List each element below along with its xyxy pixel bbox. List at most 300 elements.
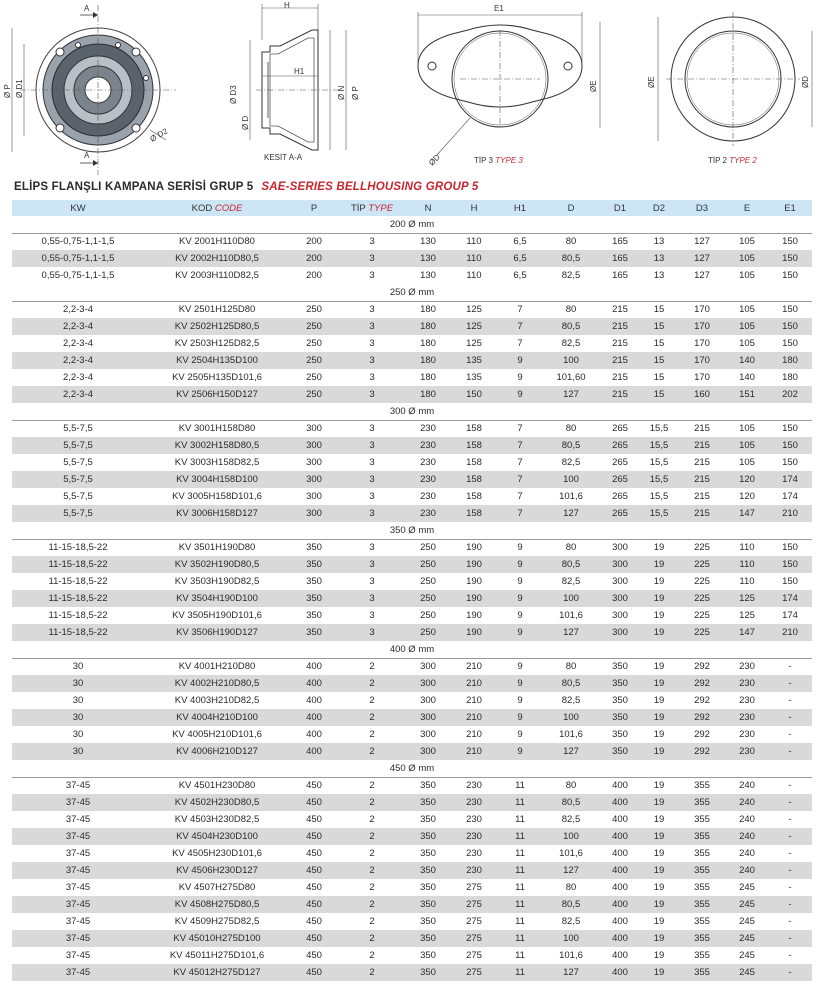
cell-d1: 400 xyxy=(600,896,640,913)
column-header-text: TİP xyxy=(350,202,369,214)
cell-type: 3 xyxy=(338,352,406,369)
cell-d: 127 xyxy=(542,862,600,879)
cell-d1: 400 xyxy=(600,811,640,828)
cell-h: 210 xyxy=(450,658,498,675)
cell-d3: 355 xyxy=(678,896,726,913)
cell-n: 180 xyxy=(406,352,450,369)
table-row xyxy=(12,709,812,726)
cell-p: 450 xyxy=(290,794,338,811)
cell-type: 2 xyxy=(338,930,406,947)
cell-h: 158 xyxy=(450,420,498,437)
column-header-text: E1 xyxy=(784,202,796,214)
cell-p: 300 xyxy=(290,420,338,437)
column-header-type xyxy=(338,200,406,216)
cell-code: KV 3005H158D101,6 xyxy=(144,488,290,505)
cell-n: 130 xyxy=(406,250,450,267)
cell-d: 80,5 xyxy=(542,794,600,811)
cell-n: 180 xyxy=(406,386,450,403)
type3-dim-e1: E1 xyxy=(494,4,504,13)
cell-kw: 0,55-0,75-1,1-1,5 xyxy=(12,233,144,250)
cell-kw: 11-15-18,5-22 xyxy=(12,556,144,573)
cell-p: 350 xyxy=(290,556,338,573)
cell-d3: 355 xyxy=(678,930,726,947)
cell-p: 400 xyxy=(290,692,338,709)
column-header-text: P xyxy=(310,202,318,214)
cell-p: 450 xyxy=(290,811,338,828)
cell-type: 2 xyxy=(338,675,406,692)
cell-e: 230 xyxy=(726,692,768,709)
cell-d1: 265 xyxy=(600,420,640,437)
cell-d: 80,5 xyxy=(542,675,600,692)
cell-type: 3 xyxy=(338,250,406,267)
cell-type: 3 xyxy=(338,471,406,488)
group-header-row xyxy=(12,403,812,420)
cell-e1: 202 xyxy=(768,386,812,403)
cell-type: 2 xyxy=(338,862,406,879)
cell-code: KV 4004H210D100 xyxy=(144,709,290,726)
group-header-row xyxy=(12,522,812,539)
cell-kw: 37-45 xyxy=(12,777,144,794)
cell-n: 250 xyxy=(406,624,450,641)
cell-code: KV 3502H190D80,5 xyxy=(144,556,290,573)
technical-drawings xyxy=(0,0,824,180)
cell-h1: 6,5 xyxy=(498,233,542,250)
cell-d: 80,5 xyxy=(542,437,600,454)
cell-p: 300 xyxy=(290,437,338,454)
table-row xyxy=(12,947,812,964)
cell-p: 200 xyxy=(290,250,338,267)
cell-d: 101,6 xyxy=(542,947,600,964)
cell-kw: 30 xyxy=(12,658,144,675)
cell-e: 147 xyxy=(726,505,768,522)
cell-type: 3 xyxy=(338,624,406,641)
cell-h1: 7 xyxy=(498,505,542,522)
cell-h: 125 xyxy=(450,301,498,318)
cell-p: 400 xyxy=(290,743,338,760)
cell-n: 350 xyxy=(406,896,450,913)
table-row xyxy=(12,675,812,692)
cell-p: 400 xyxy=(290,675,338,692)
cell-e: 120 xyxy=(726,488,768,505)
cell-n: 350 xyxy=(406,947,450,964)
group-label: 350 Ø mm xyxy=(12,522,812,539)
table-row xyxy=(12,488,812,505)
cell-kw: 30 xyxy=(12,726,144,743)
cell-e1: 150 xyxy=(768,233,812,250)
cell-h: 210 xyxy=(450,743,498,760)
cell-h1: 7 xyxy=(498,420,542,437)
column-header-text: H xyxy=(470,202,478,214)
column-header-h xyxy=(450,200,498,216)
cell-e1: - xyxy=(768,879,812,896)
column-header-text: D xyxy=(567,202,575,214)
cell-h1: 11 xyxy=(498,896,542,913)
cell-d2: 19 xyxy=(640,913,678,930)
cell-d: 80 xyxy=(542,777,600,794)
cell-code: KV 4503H230D82,5 xyxy=(144,811,290,828)
cell-e: 245 xyxy=(726,896,768,913)
cell-code: KV 3503H190D82,5 xyxy=(144,573,290,590)
cell-h1: 9 xyxy=(498,590,542,607)
table-row xyxy=(12,828,812,845)
column-header-kw xyxy=(12,200,144,216)
cell-p: 250 xyxy=(290,318,338,335)
cell-p: 350 xyxy=(290,590,338,607)
section-view-drawing xyxy=(250,4,346,150)
cell-code: KV 4003H210D82,5 xyxy=(144,692,290,709)
cell-d3: 215 xyxy=(678,454,726,471)
title-tr: ELİPS FLANŞLI KAMPANA SERİSİ GRUP 5 xyxy=(14,181,254,193)
cell-d2: 19 xyxy=(640,709,678,726)
cell-e: 140 xyxy=(726,352,768,369)
cell-code: KV 2506H150D127 xyxy=(144,386,290,403)
cell-d1: 165 xyxy=(600,233,640,250)
cell-d: 100 xyxy=(542,709,600,726)
cell-p: 400 xyxy=(290,658,338,675)
cell-h1: 11 xyxy=(498,930,542,947)
cell-e1: - xyxy=(768,709,812,726)
cell-d2: 13 xyxy=(640,250,678,267)
cell-e: 140 xyxy=(726,369,768,386)
cell-n: 350 xyxy=(406,777,450,794)
table-row xyxy=(12,539,812,556)
cell-e: 240 xyxy=(726,862,768,879)
cell-d3: 292 xyxy=(678,743,726,760)
cell-h: 190 xyxy=(450,607,498,624)
cell-e1: 150 xyxy=(768,335,812,352)
type2-label xyxy=(708,156,757,165)
cell-code: KV 2501H125D80 xyxy=(144,301,290,318)
front-view-drawing xyxy=(12,5,176,175)
cell-d3: 215 xyxy=(678,505,726,522)
cell-h1: 9 xyxy=(498,709,542,726)
cell-e: 230 xyxy=(726,709,768,726)
cell-e: 105 xyxy=(726,454,768,471)
cell-kw: 2,2-3-4 xyxy=(12,301,144,318)
cell-h: 158 xyxy=(450,488,498,505)
cell-e1: - xyxy=(768,692,812,709)
cell-d2: 19 xyxy=(640,675,678,692)
cell-d1: 400 xyxy=(600,777,640,794)
cell-h: 125 xyxy=(450,335,498,352)
cell-e: 105 xyxy=(726,420,768,437)
cell-type: 2 xyxy=(338,709,406,726)
cell-d: 127 xyxy=(542,964,600,981)
table-row xyxy=(12,352,812,369)
cell-code: KV 2003H110D82,5 xyxy=(144,267,290,284)
cell-d3: 355 xyxy=(678,845,726,862)
cell-type: 2 xyxy=(338,964,406,981)
table-row xyxy=(12,301,812,318)
cell-d1: 265 xyxy=(600,505,640,522)
table-row xyxy=(12,556,812,573)
table-row xyxy=(12,879,812,896)
cell-d2: 15,5 xyxy=(640,437,678,454)
cell-p: 450 xyxy=(290,913,338,930)
cell-h1: 11 xyxy=(498,845,542,862)
cell-type: 3 xyxy=(338,420,406,437)
cell-n: 300 xyxy=(406,658,450,675)
type3-drawing xyxy=(418,12,600,156)
cell-p: 300 xyxy=(290,454,338,471)
cell-d3: 225 xyxy=(678,539,726,556)
cell-kw: 2,2-3-4 xyxy=(12,318,144,335)
cell-code: KV 3501H190D80 xyxy=(144,539,290,556)
cell-e1: - xyxy=(768,726,812,743)
cell-p: 200 xyxy=(290,233,338,250)
cell-h: 210 xyxy=(450,726,498,743)
cell-d: 127 xyxy=(542,624,600,641)
cell-kw: 37-45 xyxy=(12,913,144,930)
cell-h: 125 xyxy=(450,318,498,335)
cell-kw: 2,2-3-4 xyxy=(12,386,144,403)
cell-code: KV 4002H210D80,5 xyxy=(144,675,290,692)
cell-d1: 400 xyxy=(600,828,640,845)
column-header-code xyxy=(144,200,290,216)
cell-d: 101,6 xyxy=(542,726,600,743)
cell-e: 240 xyxy=(726,845,768,862)
cell-d2: 19 xyxy=(640,964,678,981)
cell-n: 250 xyxy=(406,607,450,624)
cell-n: 230 xyxy=(406,437,450,454)
cell-code: KV 2502H125D80,5 xyxy=(144,318,290,335)
cell-d1: 265 xyxy=(600,454,640,471)
cell-type: 3 xyxy=(338,556,406,573)
column-header-d2 xyxy=(640,200,678,216)
cell-e1: 180 xyxy=(768,352,812,369)
cell-h1: 7 xyxy=(498,454,542,471)
cell-e: 105 xyxy=(726,335,768,352)
cell-h1: 11 xyxy=(498,811,542,828)
cell-e1: 150 xyxy=(768,301,812,318)
column-header-translation: CODE xyxy=(214,202,243,214)
cell-d1: 400 xyxy=(600,879,640,896)
cell-n: 300 xyxy=(406,726,450,743)
cell-e: 230 xyxy=(726,675,768,692)
cell-e1: 174 xyxy=(768,471,812,488)
cell-type: 2 xyxy=(338,845,406,862)
cell-d1: 350 xyxy=(600,675,640,692)
cell-h: 110 xyxy=(450,233,498,250)
cell-n: 300 xyxy=(406,743,450,760)
cell-e: 230 xyxy=(726,726,768,743)
cell-d3: 170 xyxy=(678,301,726,318)
cell-h1: 6,5 xyxy=(498,250,542,267)
cell-d2: 19 xyxy=(640,573,678,590)
cell-code: KV 4504H230D100 xyxy=(144,828,290,845)
cell-p: 450 xyxy=(290,777,338,794)
cell-type: 2 xyxy=(338,896,406,913)
section-dim-h: H xyxy=(284,1,290,10)
cell-e: 110 xyxy=(726,573,768,590)
cell-kw: 5,5-7,5 xyxy=(12,420,144,437)
cell-d3: 355 xyxy=(678,913,726,930)
cell-p: 250 xyxy=(290,301,338,318)
cell-d1: 215 xyxy=(600,335,640,352)
table-row xyxy=(12,318,812,335)
cell-d1: 400 xyxy=(600,947,640,964)
cell-d2: 15,5 xyxy=(640,471,678,488)
cell-d1: 300 xyxy=(600,590,640,607)
cell-d: 80 xyxy=(542,301,600,318)
cell-d2: 19 xyxy=(640,726,678,743)
cell-d: 82,5 xyxy=(542,573,600,590)
cell-d2: 19 xyxy=(640,879,678,896)
cell-h1: 7 xyxy=(498,318,542,335)
cell-d: 80 xyxy=(542,233,600,250)
cell-code: KV 2503H125D82,5 xyxy=(144,335,290,352)
group-label: 250 Ø mm xyxy=(12,284,812,301)
cell-n: 180 xyxy=(406,335,450,352)
section-dim-d3: Ø D3 xyxy=(229,85,238,104)
cell-p: 250 xyxy=(290,352,338,369)
cell-d3: 170 xyxy=(678,352,726,369)
cell-n: 350 xyxy=(406,930,450,947)
cell-d1: 350 xyxy=(600,743,640,760)
table-row xyxy=(12,862,812,879)
cell-type: 3 xyxy=(338,335,406,352)
cell-e1: - xyxy=(768,964,812,981)
cell-e1: - xyxy=(768,947,812,964)
cell-h: 210 xyxy=(450,692,498,709)
cell-e: 240 xyxy=(726,828,768,845)
cell-d3: 225 xyxy=(678,624,726,641)
cell-kw: 0,55-0,75-1,1-1,5 xyxy=(12,267,144,284)
cell-d1: 400 xyxy=(600,930,640,947)
cell-n: 350 xyxy=(406,913,450,930)
cell-e: 240 xyxy=(726,777,768,794)
cell-d1: 400 xyxy=(600,964,640,981)
cell-e1: 174 xyxy=(768,607,812,624)
cell-kw: 11-15-18,5-22 xyxy=(12,607,144,624)
cell-h: 210 xyxy=(450,675,498,692)
cell-d2: 19 xyxy=(640,658,678,675)
cell-h1: 9 xyxy=(498,369,542,386)
cell-h: 135 xyxy=(450,369,498,386)
cell-h1: 9 xyxy=(498,692,542,709)
cell-d: 82,5 xyxy=(542,267,600,284)
column-header-d3 xyxy=(678,200,726,216)
type3-label-tr: TİP 3 xyxy=(474,156,493,165)
cell-e: 245 xyxy=(726,930,768,947)
front-dim-d1: Ø D1 xyxy=(15,79,24,98)
cell-d1: 215 xyxy=(600,352,640,369)
cell-d1: 300 xyxy=(600,539,640,556)
cell-type: 2 xyxy=(338,743,406,760)
cell-d3: 225 xyxy=(678,590,726,607)
cell-code: KV 4501H230D80 xyxy=(144,777,290,794)
cell-d1: 215 xyxy=(600,318,640,335)
cell-e: 151 xyxy=(726,386,768,403)
cell-kw: 37-45 xyxy=(12,930,144,947)
cell-n: 350 xyxy=(406,862,450,879)
cell-n: 230 xyxy=(406,471,450,488)
cell-d: 100 xyxy=(542,352,600,369)
table-row xyxy=(12,420,812,437)
group-label: 300 Ø mm xyxy=(12,403,812,420)
table-header xyxy=(12,200,812,216)
cell-d: 101,6 xyxy=(542,845,600,862)
cell-kw: 30 xyxy=(12,692,144,709)
cell-code: KV 2001H110D80 xyxy=(144,233,290,250)
cell-n: 350 xyxy=(406,794,450,811)
cell-kw: 2,2-3-4 xyxy=(12,352,144,369)
cell-e: 240 xyxy=(726,794,768,811)
cell-code: KV 3003H158D82,5 xyxy=(144,454,290,471)
cell-p: 400 xyxy=(290,709,338,726)
cell-e1: - xyxy=(768,794,812,811)
cell-d: 127 xyxy=(542,505,600,522)
column-header-text: D1 xyxy=(613,202,627,214)
cell-d2: 19 xyxy=(640,845,678,862)
cell-h1: 7 xyxy=(498,301,542,318)
cell-e: 110 xyxy=(726,539,768,556)
cell-n: 130 xyxy=(406,267,450,284)
cell-type: 2 xyxy=(338,811,406,828)
table-row xyxy=(12,267,812,284)
cell-e: 105 xyxy=(726,437,768,454)
table-row xyxy=(12,335,812,352)
table-row xyxy=(12,896,812,913)
cell-type: 3 xyxy=(338,488,406,505)
cell-code: KV 45010H275D100 xyxy=(144,930,290,947)
table-row xyxy=(12,743,812,760)
cell-h: 158 xyxy=(450,471,498,488)
cell-type: 2 xyxy=(338,828,406,845)
group-label: 400 Ø mm xyxy=(12,641,812,658)
cell-d3: 355 xyxy=(678,777,726,794)
cell-d3: 215 xyxy=(678,437,726,454)
cell-d2: 15 xyxy=(640,352,678,369)
table-row xyxy=(12,505,812,522)
cell-type: 3 xyxy=(338,590,406,607)
cell-e1: - xyxy=(768,930,812,947)
cell-d3: 215 xyxy=(678,488,726,505)
cell-d: 80,5 xyxy=(542,250,600,267)
table-row xyxy=(12,386,812,403)
cell-d: 80 xyxy=(542,879,600,896)
cell-d2: 15,5 xyxy=(640,420,678,437)
cell-kw: 30 xyxy=(12,743,144,760)
cell-type: 2 xyxy=(338,794,406,811)
column-header-text: D2 xyxy=(652,202,666,214)
cell-d2: 19 xyxy=(640,556,678,573)
cell-d: 101,6 xyxy=(542,488,600,505)
cell-d: 82,5 xyxy=(542,692,600,709)
cell-e1: - xyxy=(768,811,812,828)
cell-d3: 292 xyxy=(678,726,726,743)
cell-e: 245 xyxy=(726,879,768,896)
cell-type: 3 xyxy=(338,233,406,250)
cell-p: 450 xyxy=(290,947,338,964)
cell-e1: 174 xyxy=(768,590,812,607)
column-header-p xyxy=(290,200,338,216)
cell-d: 80 xyxy=(542,658,600,675)
cell-n: 250 xyxy=(406,556,450,573)
cell-kw: 30 xyxy=(12,675,144,692)
cell-n: 230 xyxy=(406,454,450,471)
cell-d3: 170 xyxy=(678,335,726,352)
cell-code: KV 3505H190D101,6 xyxy=(144,607,290,624)
cell-code: KV 4502H230D80,5 xyxy=(144,794,290,811)
cell-d3: 355 xyxy=(678,811,726,828)
cell-e: 147 xyxy=(726,624,768,641)
group-header-row xyxy=(12,641,812,658)
cell-d: 101,6 xyxy=(542,607,600,624)
cell-kw: 37-45 xyxy=(12,879,144,896)
cell-kw: 2,2-3-4 xyxy=(12,369,144,386)
cell-d2: 19 xyxy=(640,930,678,947)
